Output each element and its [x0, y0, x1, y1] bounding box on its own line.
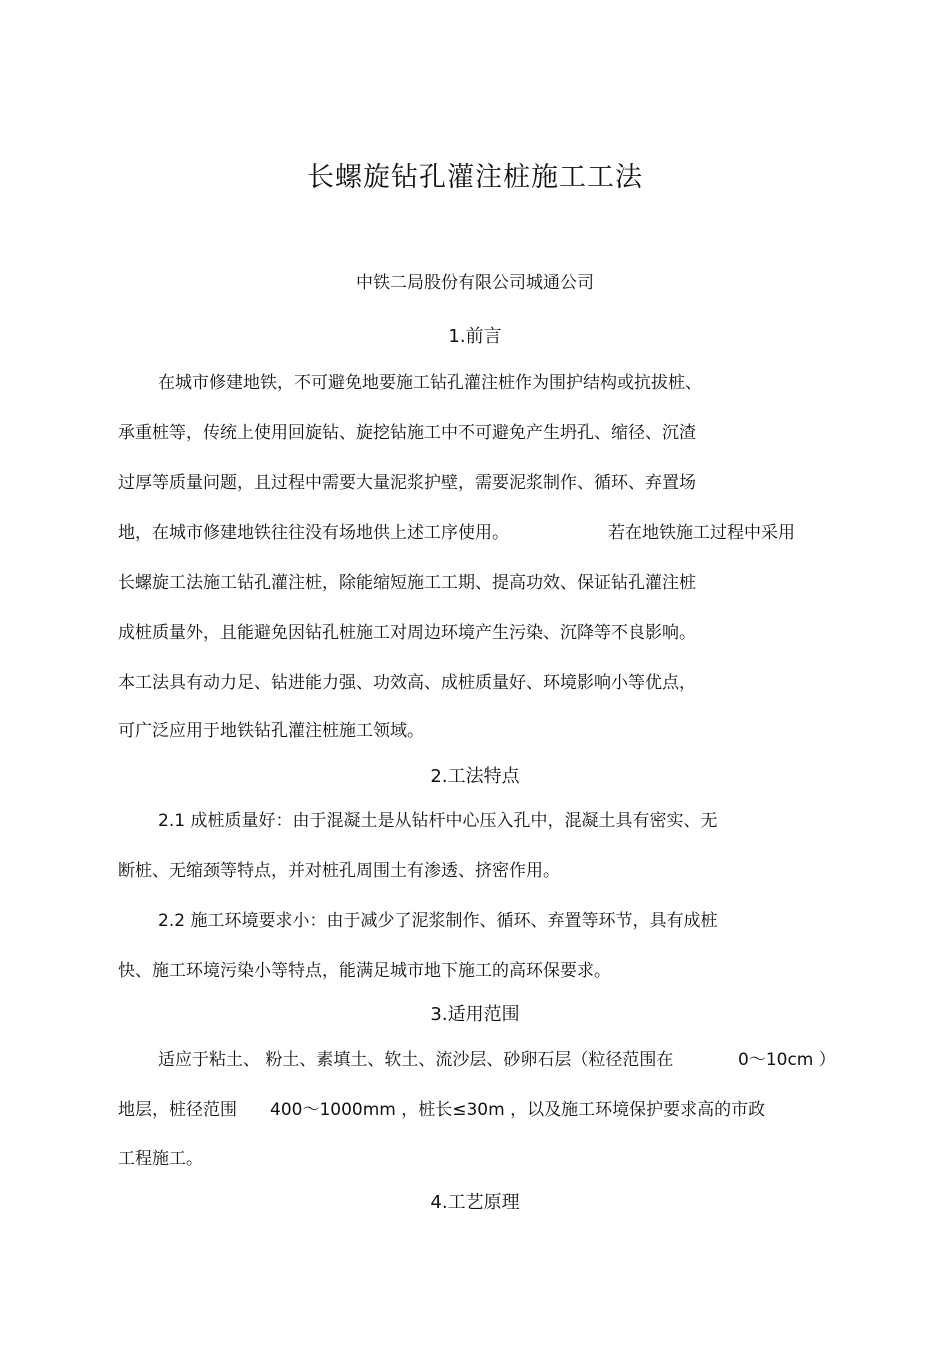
paragraph-line: 2.1 成桩质量好：由于混凝土是从钻杆中心压入孔中，混凝土具有密实、无	[158, 811, 718, 831]
section-heading-4: 4.工艺原理	[430, 1192, 520, 1213]
paragraph-line: 在城市修建地铁，不可避免地要施工钻孔灌注桩作为围护结构或抗拔桩、	[158, 373, 702, 393]
paragraph-line: 快、施工环境污染小等特点，能满足城市地下施工的高环保要求。	[118, 961, 611, 981]
section-heading-3: 3.适用范围	[430, 1004, 520, 1025]
paragraph-line: 承重桩等，传统上使用回旋钻、旋挖钻施工中不可避免产生坍孔、缩径、沉渣	[118, 423, 696, 443]
paragraph-line: 2.2 施工环境要求小：由于减少了泥浆制作、循环、弃置等环节，具有成桩	[158, 911, 718, 931]
document-title: 长螺旋钻孔灌注桩施工工法	[307, 162, 643, 193]
paragraph-line: 断桩、无缩颈等特点，并对桩孔周围土有渗透、挤密作用。	[118, 861, 560, 881]
paragraph-line: 0～10cm ）	[738, 1050, 836, 1070]
section-heading-2: 2.工法特点	[430, 766, 520, 787]
paragraph-line: 成桩质量外，且能避免因钻孔桩施工对周边环境产生污染、沉降等不良影响。	[118, 623, 696, 643]
paragraph-line: 工程施工。	[118, 1149, 203, 1169]
section-heading-1: 1.前言	[448, 326, 502, 347]
paragraph-line: 若在地铁施工过程中采用	[608, 523, 795, 543]
paragraph-line: 地，在城市修建地铁往往没有场地供上述工序使用。	[118, 523, 509, 543]
paragraph-line: 400～1000mm ，桩长≤30m ，以及施工环境保护要求高的市政	[270, 1100, 766, 1120]
paragraph-line: 过厚等质量问题，且过程中需要大量泥浆护壁，需要泥浆制作、循环、弃置场	[118, 473, 696, 493]
paragraph-line: 本工法具有动力足、钻进能力强、功效高、成桩质量好、环境影响小等优点，	[118, 673, 696, 693]
paragraph-line: 长螺旋工法施工钻孔灌注桩，除能缩短施工工期、提高功效、保证钻孔灌注桩	[118, 573, 696, 593]
paragraph-line: 适应于粘土、 粉土、素填土、软土、流沙层、砂卵石层（粒径范围在	[158, 1050, 674, 1070]
paragraph-line: 可广泛应用于地铁钻孔灌注桩施工领域。	[118, 721, 424, 741]
organization-name: 中铁二局股份有限公司城通公司	[356, 273, 594, 293]
paragraph-line: 地层，桩径范围	[118, 1100, 237, 1120]
